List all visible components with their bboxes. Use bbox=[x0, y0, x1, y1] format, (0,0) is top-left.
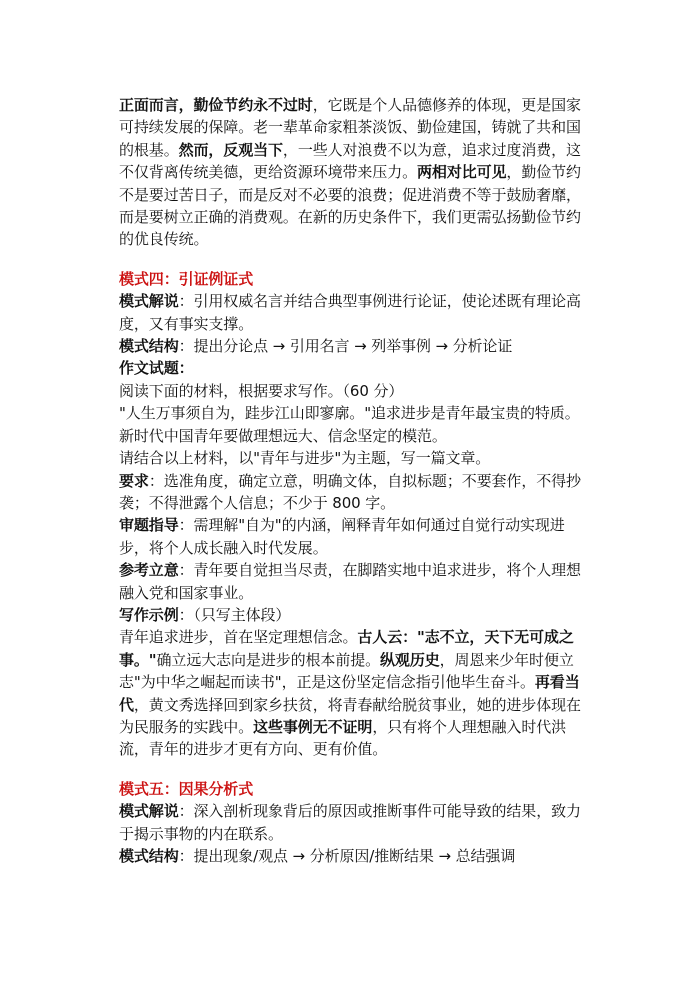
sample-text-3: ，周恩来少年时便立志"为中华之崛起而读书"，正是这份坚定信念指引他毕生奋斗。 bbox=[119, 650, 574, 692]
sample-bold-1: 古人云："志不立，天下无可成之事。" bbox=[119, 628, 574, 669]
mode4-sample-header bbox=[119, 604, 581, 626]
mode4-guide bbox=[119, 514, 581, 559]
intro-bold-3: 两相对比可见 bbox=[417, 163, 507, 182]
mode4-question-colon: ： bbox=[178, 359, 194, 378]
intro-bold-2: 然而，反观当下 bbox=[178, 140, 283, 159]
mode4-requirements bbox=[119, 470, 581, 515]
mode4-sample-paragraph bbox=[119, 626, 581, 760]
mode4-idea bbox=[119, 559, 581, 604]
mode4-sample-note: ：（只写主体段） bbox=[178, 605, 291, 624]
mode4-idea-label: 参考立意 bbox=[119, 561, 179, 580]
sample-text-2: 确立远大志向是进步的根本前提。 bbox=[156, 650, 381, 669]
sample-text-4: ，黄文秀选择回到家乡扶贫，将青春献给脱贫事业，她的进步体现在为民服务的实践中。 bbox=[119, 695, 581, 736]
intro-text-1: ，它既是个人品德修养的体现，更是国家可持续发展的保障。老一辈革命家粗茶淡饭、勤俭建国，铸就了共和国的根基。 bbox=[119, 96, 581, 159]
mode4-sample-label: 写作示例 bbox=[119, 605, 179, 624]
mode4-heading: 模式四：引证例证式 bbox=[119, 269, 254, 288]
intro-paragraph bbox=[119, 94, 581, 251]
mode4-structure bbox=[119, 335, 581, 357]
sample-bold-2: 纵观历史 bbox=[380, 650, 440, 669]
mode5-explain-label: 模式解说 bbox=[119, 802, 179, 821]
mode4-guide-text: ：需理解"自为"的内涵，阐释青年如何通过自觉行动实现进步，将个人成长融入时代发展。 bbox=[119, 516, 565, 557]
intro-text-3: ，勤俭节约不是要过苦日子，而是反对不必要的浪费；促进消费不等于鼓励奢靡，而是要树立正确的消费观。在新的历史条件下，我们更需弘扬勤俭节约的优良传统。 bbox=[119, 163, 581, 249]
mode5-heading: 模式五：因果分析式 bbox=[119, 779, 254, 798]
mode4-req-label: 要求 bbox=[119, 471, 149, 490]
document-page bbox=[119, 94, 581, 867]
mode4-explain-label: 模式解说 bbox=[119, 292, 179, 311]
sample-text-5: ，只有将个人理想融入时代洪流，青年的进步才更有方向、更有价值。 bbox=[119, 717, 567, 759]
mode4-explain-text: ：引用权威名言并结合典型事例进行论证，使论述既有理论高度，又有事实支撑。 bbox=[119, 292, 581, 333]
mode5-structure-label: 模式结构 bbox=[119, 847, 179, 865]
mode4-quote-line: "人生万事须自为，跬步江山即寥廓。"追求进步是青年最宝贵的特质。新时代中国青年要做理想远大、信念坚定的模范。 bbox=[119, 404, 580, 445]
sample-text-1: 青年追求进步，首在坚定理想信念。 bbox=[119, 628, 358, 647]
intro-bold-1: 正面而言，勤俭节约永不过时 bbox=[119, 96, 313, 114]
mode5-explain-text: ：深入剖析现象背后的原因或推断事件可能导致的结果，致力于揭示事物的内在联系。 bbox=[119, 802, 581, 843]
mode4-explain bbox=[119, 290, 581, 335]
mode4-idea-text: ：青年要自觉担当尽责，在脚踏实地中追求进步，将个人理想融入党和国家事业。 bbox=[119, 561, 581, 602]
mode5-explain bbox=[119, 800, 581, 845]
sample-bold-4: 这些事例无不证明 bbox=[253, 717, 373, 736]
mode4-structure-label: 模式结构 bbox=[119, 337, 179, 356]
mode4-task-line: 请结合以上材料，以"青年与进步"为主题，写一篇文章。 bbox=[119, 449, 491, 468]
sample-bold-3: 再看当代 bbox=[119, 673, 580, 714]
mode4-question bbox=[119, 357, 581, 379]
mode5-structure bbox=[119, 845, 581, 867]
mode4-structure-text: ：提出分论点 → 引用名言 → 列举事例 → 分析论证 bbox=[178, 337, 513, 356]
mode5-structure-text: ：提出现象/观点 → 分析原因/推断结果 → 总结强调 bbox=[178, 847, 516, 865]
intro-text-2: ，一些人对浪费不以为意，追求过度消费，这不仅背离传统美德，更给资源环境带来压力。 bbox=[119, 140, 581, 182]
mode4-guide-label: 审题指导 bbox=[119, 516, 179, 535]
mode4-req-text: ：选准角度，确定立意，明确文体，自拟标题；不要套作，不得抄袭；不得泄露个人信息；不少于 800 字。 bbox=[119, 471, 581, 512]
mode4-material-line: 阅读下面的材料，根据要求写作。（60 分） bbox=[119, 381, 404, 400]
mode4-question-label: 作文试题 bbox=[119, 359, 179, 378]
